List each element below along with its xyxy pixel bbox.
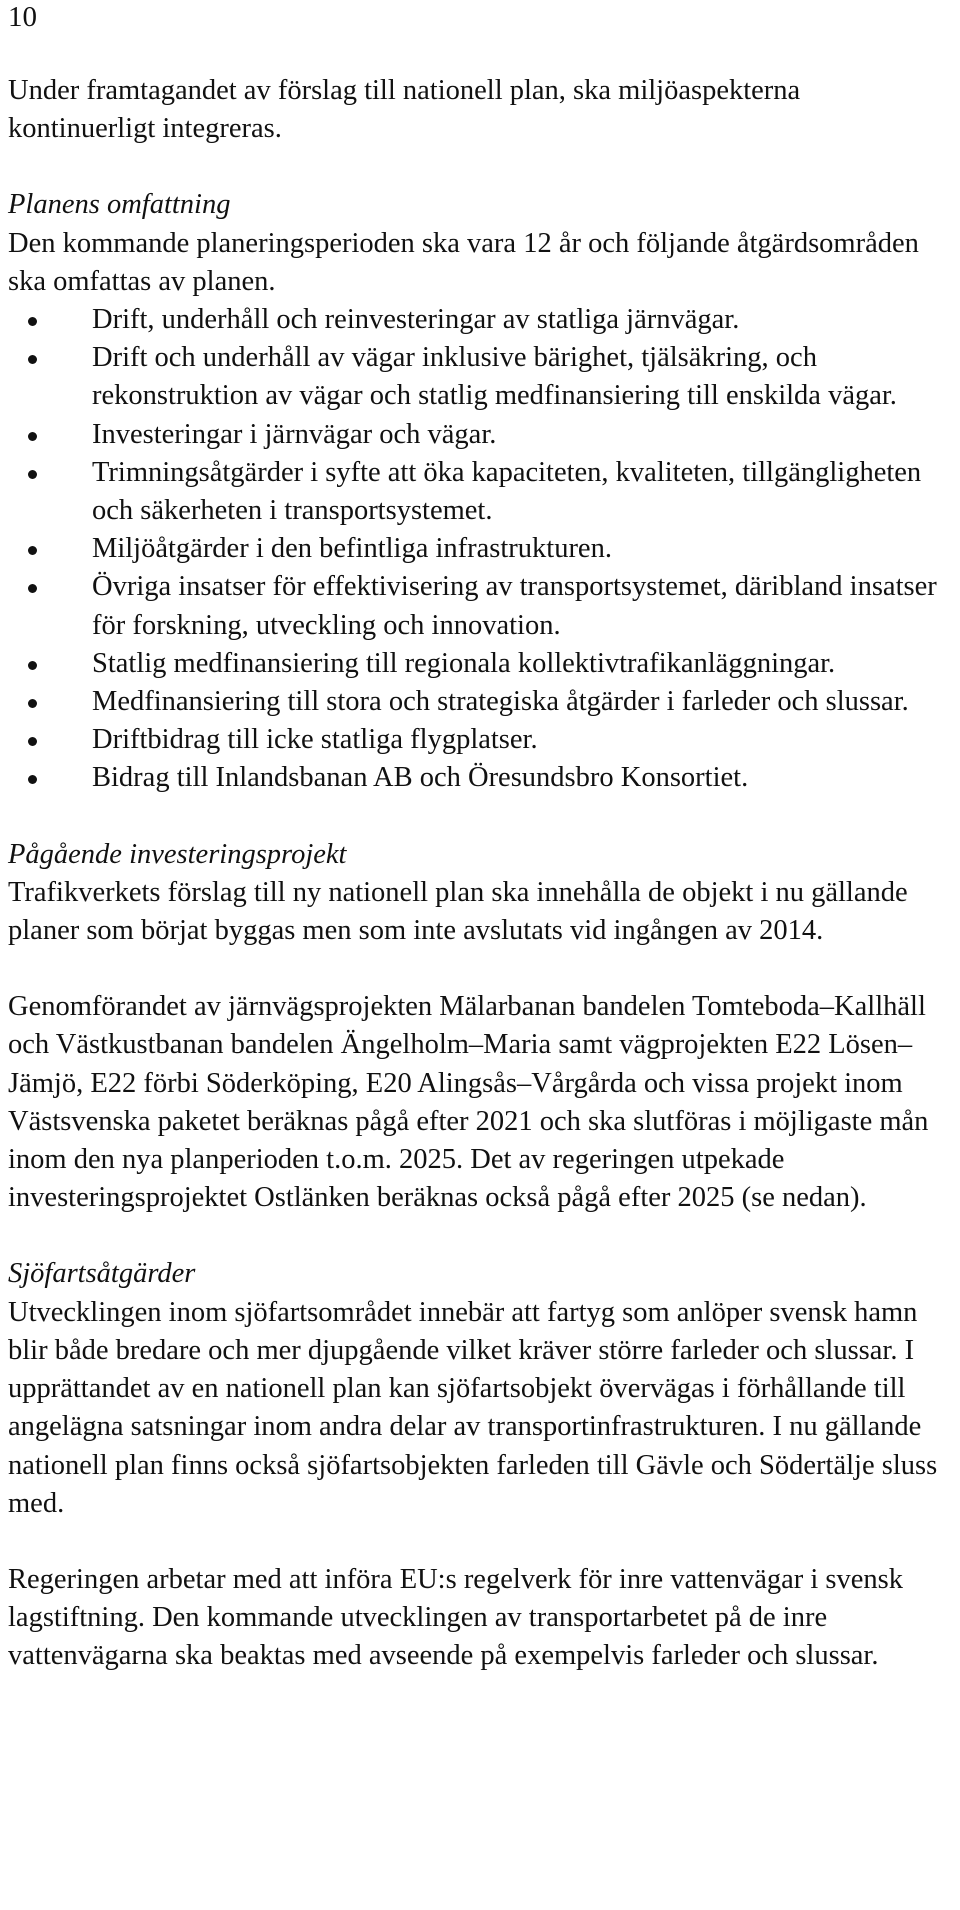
- bullet-text: Trimningsåtgärder i syfte att öka kapaciteten, kvaliteten, tillgängligheten och säkerheten i transportsystemet.: [92, 456, 922, 527]
- bullet-text: Övriga insatser för effektivisering av transportsystemet, däribland insatser för forskning, utveckling och innovation.: [92, 571, 937, 641]
- section-shipping: [8, 1255, 943, 1675]
- shipping-paragraph: Regeringen arbetar med att införa EU:s regelverk för inre vattenvägar i svensk lagstiftning. Den kommande utvecklingen av transportarbetet på de inre vattenvägarna ska beaktas med avseende på exempelvis farleder och slussar.: [8, 1563, 904, 1672]
- bullet-icon: [28, 737, 37, 746]
- bullet-text: Drift, underhåll och reinvesteringar av statliga järnvägar.: [92, 304, 740, 336]
- scope-bullet-list: [8, 301, 943, 798]
- bullet-item: [8, 416, 943, 454]
- intro-paragraph: Under framtagandet av förslag till nationell plan, ska miljöaspekterna kontinuerligt integreras.: [8, 75, 801, 145]
- bullet-icon: [28, 317, 37, 326]
- bullet-text: Bidrag till Inlandsbanan AB och Öresundsbro Konsortiet.: [92, 762, 749, 794]
- section-heading-scope: Planens omfattning: [8, 189, 231, 221]
- bullet-icon: [28, 661, 37, 670]
- bullet-icon: [28, 775, 37, 784]
- shipping-paragraph: Utvecklingen inom sjöfartsområdet innebär att fartyg som anlöper svensk hamn blir både bredare och mer djupgående vilket kräver större farleder och slussar. I upprättandet av en nationell plan kan sjöfartsobjekt övervägas i förhållande till angelägna satsningar inom andra delar av transportinfrastrukturen. I nu gällande nationell plan finns också sjöfartsobjekten farleden till Gävle och Södertälje sluss med.: [8, 1296, 938, 1519]
- document-body: [8, 72, 943, 1676]
- bullet-text: Miljöåtgärder i den befintliga infrastrukturen.: [92, 533, 612, 565]
- bullet-item: [8, 568, 943, 644]
- bullet-item: [8, 645, 943, 683]
- bullet-text: Investeringar i järnvägar och vägar.: [92, 418, 497, 450]
- bullet-text: Drift och underhåll av vägar inklusive bärighet, tjälsäkring, och rekonstruktion av vägar och statlig medfinansiering till enskilda vägar.: [92, 342, 897, 412]
- bullet-item: [8, 721, 943, 759]
- bullet-item: [8, 683, 943, 721]
- section-scope: [8, 186, 943, 797]
- scope-intro: Den kommande planeringsperioden ska vara 12 år och följande åtgärdsområden ska omfattas av planen.: [8, 227, 919, 297]
- section-heading-ongoing-projects: Pågående investeringsprojekt: [8, 838, 347, 870]
- section-ongoing-projects: [8, 836, 943, 1218]
- bullet-text: Driftbidrag till icke statliga flygplatser.: [92, 724, 538, 756]
- ongoing-paragraph: Genomförandet av järnvägsprojekten Mälarbanan bandelen Tomteboda–Kallhäll och Västkustbanan bandelen Ängelholm–Maria samt vägprojekten E22 Lösen–Jämjö, E22 förbi Söderköping, E20 Alingsås–Vårgårda och vissa projekt inom Västsvenska paketet beräknas pågå efter 2021 och ska slutföras i möjligaste mån inom den nya planperioden t.o.m. 2025. Det av regeringen utpekade investeringsprojektet Ostlänken beräknas också pågå efter 2025 (se nedan).: [8, 991, 929, 1214]
- bullet-item: [8, 301, 943, 339]
- bullet-icon: [28, 699, 37, 708]
- bullet-icon: [28, 546, 37, 555]
- bullet-item: [8, 339, 943, 415]
- bullet-text: Statlig medfinansiering till regionala kollektivtrafikanläggningar.: [92, 647, 836, 679]
- bullet-item: [8, 454, 943, 530]
- bullet-icon: [28, 432, 37, 441]
- bullet-icon: [28, 470, 37, 479]
- bullet-icon: [28, 584, 37, 593]
- page-number: 10: [8, 1, 37, 33]
- bullet-item: [8, 759, 943, 797]
- bullet-item: [8, 530, 943, 568]
- section-heading-shipping: Sjöfartsåtgärder: [8, 1258, 196, 1290]
- ongoing-paragraph: Trafikverkets förslag till ny nationell plan ska innehålla de objekt i nu gällande planer som börjat byggas men som inte avslutats vid ingången av 2014.: [8, 876, 908, 947]
- bullet-text: Medfinansiering till stora och strategiska åtgärder i farleder och slussar.: [92, 686, 909, 718]
- bullet-icon: [28, 355, 37, 364]
